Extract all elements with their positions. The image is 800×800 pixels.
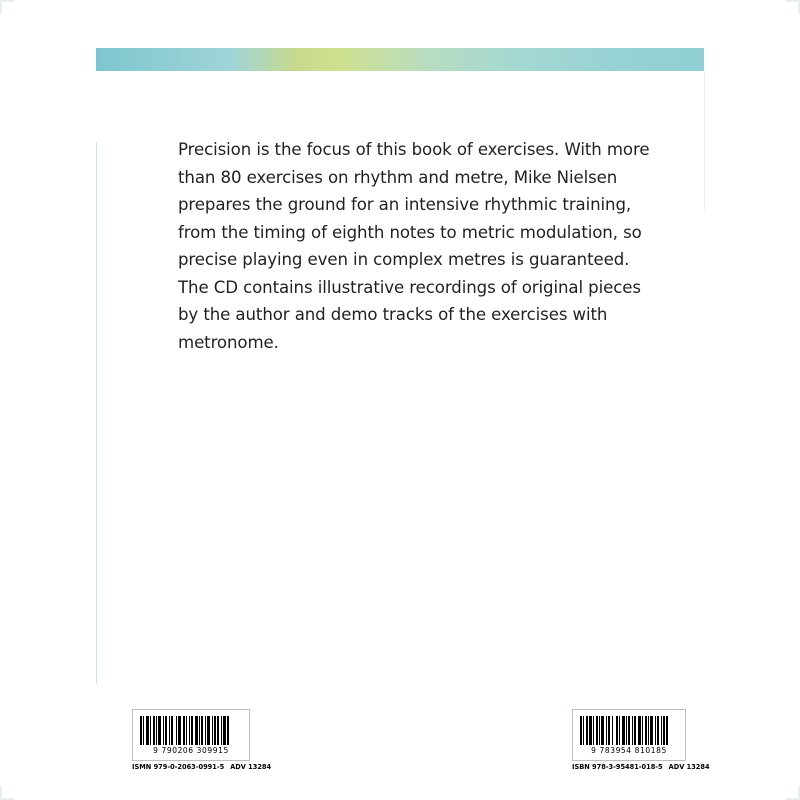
ismn-label: ISMN 979-0-2063-0991-5 xyxy=(132,763,225,771)
barcode-digits-left: 9 790206 309915 xyxy=(153,746,229,755)
barcode-bars-right xyxy=(580,716,678,745)
blurb-text xyxy=(178,136,652,356)
barcode-bars-left xyxy=(140,716,242,745)
crop-mark-left-bottom xyxy=(0,786,2,800)
crop-mark-left-top xyxy=(0,0,2,14)
barcode-ismn xyxy=(132,709,250,761)
blurb-paragraph-1: Precision is the focus of this book of exercises. With more than 80 exercises on rhythm and metre, Mike Nielsen prepares the ground for an intensive rhythmic training, from the timing of eighth notes to metric modulation, so precise playing even in complex metres is guaranteed. xyxy=(178,140,650,269)
decorative-gradient-band xyxy=(96,48,704,71)
barcode-caption-right xyxy=(572,762,710,771)
barcode-caption-left xyxy=(132,762,272,771)
order-number-right: ADV 13284 xyxy=(668,763,710,771)
order-number-left: ADV 13284 xyxy=(230,763,272,771)
barcode-digits-right: 9 783954 810185 xyxy=(591,746,667,755)
blurb-paragraph-2: The CD contains illustrative recordings of original pieces by the author and demo tracks of the exercises with metronome. xyxy=(178,277,641,352)
right-margin-rule xyxy=(704,71,705,211)
left-margin-rule xyxy=(96,142,97,684)
barcode-isbn xyxy=(572,709,686,761)
isbn-label: ISBN 978-3-95481-018-5 xyxy=(572,763,663,771)
crop-mark-top-left xyxy=(0,0,14,2)
